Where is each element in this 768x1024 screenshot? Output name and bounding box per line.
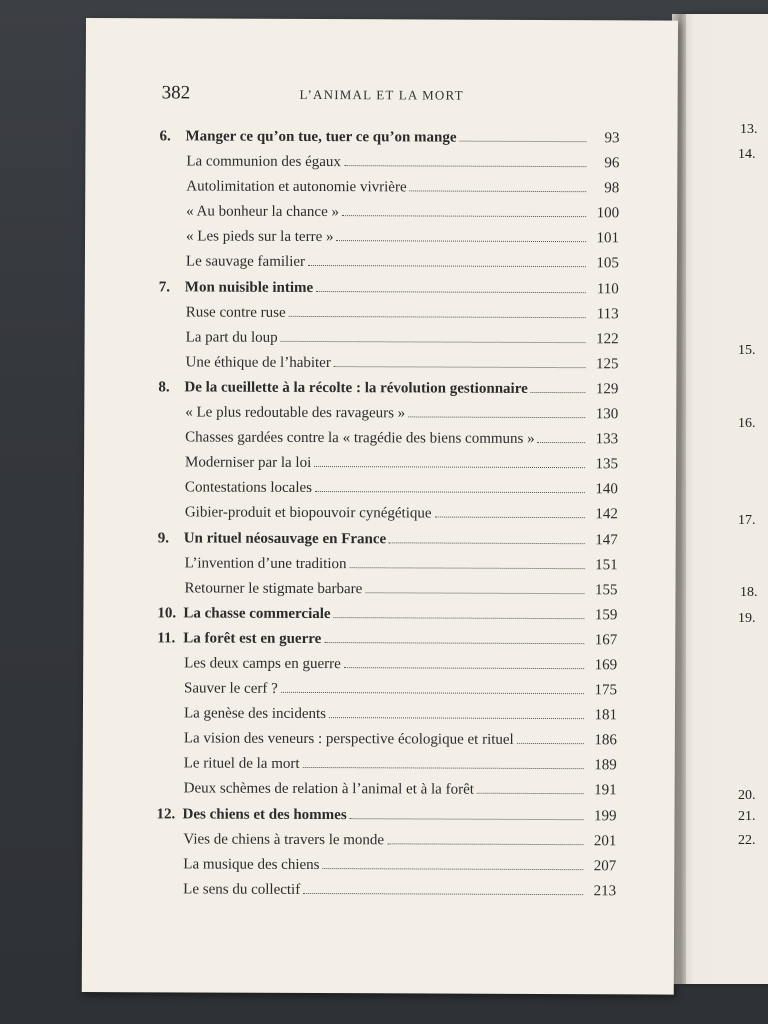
toc-page-number: 189 [594,757,617,774]
toc-page-number: 129 [595,381,619,398]
toc-section-row [156,831,616,858]
dot-leader [334,355,586,368]
toc-section-row [158,429,618,456]
facing-chapter-number: 18. [740,585,758,600]
toc-section-row [158,404,618,431]
facing-chapter-number: 21. [738,809,756,824]
dot-leader [538,431,586,443]
section-title: Contestations locales [184,479,313,497]
facing-chapter-number: 16. [738,416,756,431]
dot-leader [350,807,584,820]
toc-page-number: 133 [595,431,619,448]
toc-page-number: 159 [594,607,618,624]
chapter-title: Des chiens et des hommes [182,805,347,823]
toc-page-number: 130 [595,406,619,423]
dot-leader [365,581,584,594]
section-title: Le rituel de la mort [183,755,300,773]
chapter-title: Manger ce qu’on tue, tuer ce qu’on mange [185,128,457,146]
dot-leader [329,706,584,719]
table-of-contents [156,128,619,908]
toc-page-number: 169 [594,657,618,674]
dot-leader [303,882,583,895]
toc-page-number: 135 [595,456,619,473]
dot-leader [344,154,587,167]
toc-chapter-row [157,605,617,632]
facing-chapter-number: 20. [738,788,756,803]
dot-leader [334,606,585,619]
section-title: Le sauvage familier [185,253,306,271]
toc-page-number: 201 [593,832,617,849]
dot-leader [308,254,586,267]
section-title: Le sens du collectif [183,881,301,898]
facing-chapter-number: 15. [738,343,756,358]
facing-chapter-number: 19. [738,611,756,626]
toc-page-number: 93 [604,130,620,147]
facing-chapter-number: 13. [740,122,758,137]
dot-leader [435,506,585,519]
section-title: Vies de chiens à travers le monde [183,831,385,848]
toc-page-number: 155 [594,581,618,599]
toc-page-number: 110 [596,280,619,297]
toc-chapter-row [157,630,617,657]
section-title: « Les pieds sur la terre » [186,228,334,246]
toc-section-row [156,881,616,908]
toc-page-number: 140 [595,481,618,498]
chapter-number: 9. [157,529,170,546]
chapter-title: Un rituel néosauvage en France [183,529,387,547]
chapter-number: 10. [157,605,177,622]
toc-page-number: 167 [594,632,618,649]
section-title: Sauver le cerf ? [184,680,278,697]
page-number: 382 [161,82,191,104]
toc-section-row [158,505,618,532]
toc-section-row [158,555,618,582]
dot-leader [460,130,587,143]
toc-page-number: 122 [596,330,619,348]
dot-leader [408,405,585,418]
section-title: Chasses gardées contre la « tragédie des biens communs » [185,429,535,448]
section-title: La part du loup [185,329,278,346]
section-title: Gibier-produit et biopouvoir cynégétique [184,504,432,522]
dot-leader [323,857,584,870]
chapter-title: De la cueillette à la récolte : la révolution gestionnaire [184,379,528,397]
toc-page-number: 199 [593,807,617,824]
toc-section-row [159,229,619,256]
toc-section-row [157,580,617,607]
toc-section-row [159,153,619,180]
toc-page-number: 142 [595,506,618,523]
section-title: Retourner le stigmate barbare [184,580,363,597]
facing-chapter-number: 22. [738,833,756,848]
section-title: Moderniser par la loi [185,454,312,472]
dot-leader [281,330,586,343]
chapter-title: La chasse commerciale [183,605,331,622]
toc-section-row [159,304,619,331]
section-title: La musique des chiens [183,856,320,873]
section-title: Ruse contre ruse [185,304,286,321]
toc-page-number: 186 [594,732,617,749]
toc-section-row [157,705,617,732]
toc-section-row [158,480,618,507]
toc-section-row [159,254,619,281]
toc-section-row [159,204,619,231]
dot-leader [316,280,586,293]
toc-section-row [157,680,617,707]
toc-chapter-row [156,806,616,833]
dot-leader [314,455,585,468]
facing-chapter-number: 17. [738,513,756,528]
chapter-number: 6. [159,128,171,145]
toc-page-number: 105 [596,255,619,272]
toc-page-number: 147 [595,531,618,548]
dot-leader [324,631,584,644]
toc-page-number: 100 [596,205,620,222]
dot-leader [389,531,585,544]
section-title: Les deux camps en guerre [184,655,341,673]
toc-page-number: 96 [604,155,620,172]
dot-leader [336,229,586,242]
dot-leader [281,681,584,694]
chapter-number: 11. [157,630,176,647]
toc-page-number: 207 [593,857,617,875]
section-title: La communion des égaux [186,153,341,171]
toc-page-number: 175 [594,682,618,699]
toc-section-row [157,655,617,682]
toc-section-row [157,756,617,783]
toc-page-number: 191 [594,782,617,799]
section-title: « Le plus redoutable des ravageurs » [185,404,406,422]
chapter-number: 8. [158,379,170,396]
toc-section-row [157,731,617,758]
toc-chapter-row [159,279,619,306]
toc-page-number: 98 [604,180,620,197]
dot-leader [344,656,584,669]
toc-section-row [158,354,618,381]
dot-leader [531,381,586,393]
toc-page-number: 181 [594,707,617,724]
toc-section-row [156,856,616,883]
chapter-title: La forêt est en guerre [183,630,322,647]
toc-page-number: 213 [593,883,617,900]
toc-section-row [159,179,619,206]
section-title: La vision des veneurs : perspective écologique et rituel [183,730,514,749]
toc-chapter-row [159,128,619,155]
section-title: La genèse des incidents [183,705,327,723]
dot-leader [477,782,584,794]
dot-leader [315,480,585,493]
toc-page-number: 101 [596,230,620,247]
chapter-number: 7. [158,278,171,295]
chapter-number: 12. [156,805,176,822]
toc-section-row [159,329,619,356]
section-title: Deux schèmes de relation à l’animal et à la forêt [183,780,474,799]
facing-chapter-number: 14. [738,147,756,162]
running-title: L’ANIMAL ET LA MORT [299,86,464,103]
dot-leader [303,756,584,769]
chapter-title: Mon nuisible intime [184,278,314,296]
toc-chapter-row [158,530,618,557]
dot-leader [342,204,586,217]
toc-page-number: 151 [595,556,618,573]
section-title: Autolimitation et autonomie vivrière [186,178,407,196]
toc-section-row [158,455,618,482]
section-title: L’invention d’une tradition [184,555,347,572]
toc-section-row [157,781,617,808]
book-page [82,18,678,995]
dot-leader [410,180,587,193]
dot-leader [350,556,585,569]
toc-page-number: 113 [596,305,619,322]
toc-chapter-row [158,379,618,406]
dot-leader [387,832,583,845]
dot-leader [517,732,584,744]
section-title: Une éthique de l’habiter [185,354,331,371]
toc-page-number: 125 [595,356,619,373]
section-title: « Au bonheur la chance » [186,203,340,221]
dot-leader [289,305,586,318]
